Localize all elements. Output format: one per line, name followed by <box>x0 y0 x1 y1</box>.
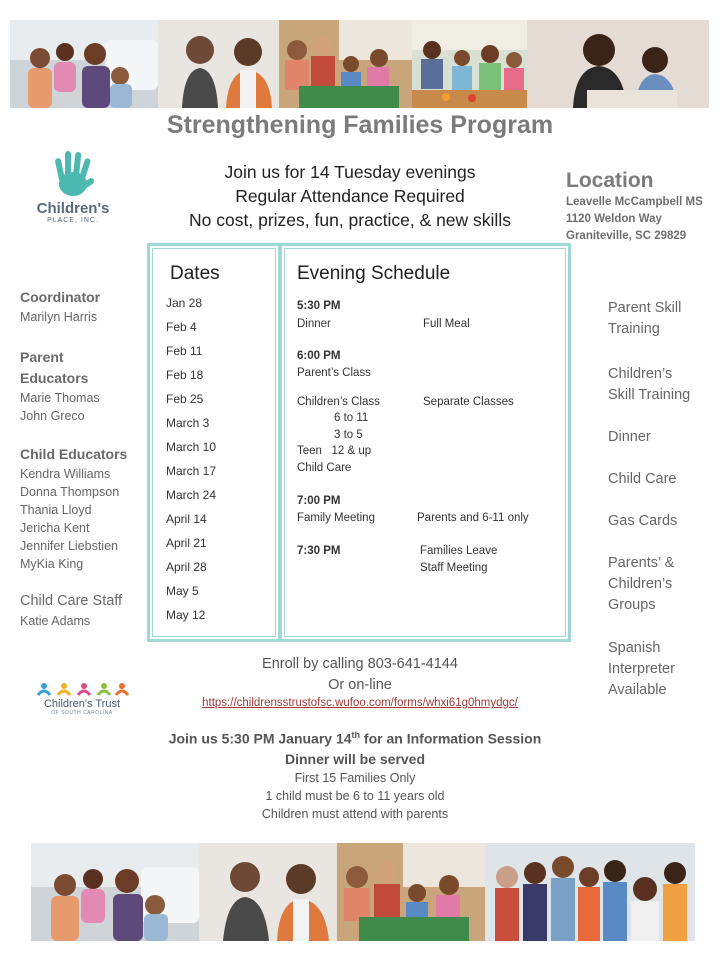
hand-icon <box>18 148 128 198</box>
parents-6-11-label: Parents and 6-11 only <box>417 512 529 524</box>
coordinator-name: Marilyn Harris <box>20 310 98 324</box>
childrens-place-logo <box>18 148 128 232</box>
teen-group: Teen 12 & up <box>297 445 372 457</box>
date-item: Feb 4 <box>166 320 197 334</box>
enroll-phone: Enroll by calling 803-641-4144 <box>262 656 458 672</box>
age-group-3-5: 3 to 5 <box>334 429 363 441</box>
parent-educators-heading-1: Parent <box>20 349 64 365</box>
parent-educators-heading-2: Educators <box>20 370 89 386</box>
time-600: 6:00 PM <box>297 350 341 362</box>
childrens-trust-name: Children's Trust <box>43 698 121 710</box>
child-educator-name: MyKia King <box>20 557 84 571</box>
dates-heading: Dates <box>170 263 220 284</box>
enroll-link[interactable]: https://childrensstrustofsc.wufoo.com/forms/whxi61g0hmydgc/ <box>202 697 518 709</box>
child-educator-name: Donna Thompson <box>20 485 120 499</box>
bottom-photo-large-family <box>485 843 695 941</box>
info-session-first-15: First 15 Families Only <box>294 771 416 785</box>
location-line-2: 1120 Weldon Way <box>566 213 662 225</box>
date-item: March 17 <box>166 464 217 478</box>
childrens-place-sub: PLACE, INC. <box>47 217 99 224</box>
dinner-label: Dinner <box>297 318 331 330</box>
childrens-place-name: Children's <box>36 200 110 217</box>
intro-block <box>150 160 550 232</box>
families-leave-label: Families Leave <box>420 545 498 557</box>
top-photo-boardgame <box>279 20 412 108</box>
benefit-parents-childrens-groups: Parents’ & Children’s Groups <box>608 555 675 613</box>
childrens-trust-sub: OF SOUTH CAROLINA <box>51 710 113 716</box>
childrens-class-label: Children’s Class <box>297 396 380 408</box>
benefit-spanish-interpreter: Spanish Interpreter Available <box>608 640 675 698</box>
child-educator-name: Thania Lloyd <box>20 503 92 517</box>
date-item: March 3 <box>166 416 210 430</box>
bottom-photo-grandfather <box>199 843 337 941</box>
date-item: Feb 25 <box>166 392 204 406</box>
location-heading: Location <box>566 169 654 192</box>
date-item: Feb 18 <box>166 368 204 382</box>
info-session-dinner: Dinner will be served <box>284 751 426 767</box>
bottom-photo-boardgame <box>337 843 485 941</box>
date-item: April 28 <box>166 560 207 574</box>
bottom-photo-family-car <box>31 843 199 941</box>
people-figures-icon <box>34 682 130 696</box>
top-photo-kitchen <box>412 20 527 108</box>
program-title: Strengthening Families Program <box>166 111 554 139</box>
intro-line-1: Join us for 14 Tuesday evenings <box>224 162 476 182</box>
intro-line-2: Regular Attendance Required <box>235 186 465 206</box>
coordinator-heading: Coordinator <box>20 289 101 305</box>
date-item: Jan 28 <box>166 296 203 310</box>
date-item: May 5 <box>166 584 199 598</box>
child-educator-name: Kendra Williams <box>20 467 111 481</box>
child-educators-heading: Child Educators <box>20 446 128 462</box>
date-item: April 21 <box>166 536 207 550</box>
child-educator-name: Jericha Kent <box>20 521 90 535</box>
time-530: 5:30 PM <box>297 300 341 312</box>
child-care-label: Child Care <box>297 462 352 474</box>
child-educator-name: Jennifer Liebstien <box>20 539 118 553</box>
date-item: March 10 <box>166 440 217 454</box>
staff-meeting-label: Staff Meeting <box>420 562 488 574</box>
full-meal-label: Full Meal <box>423 318 470 330</box>
schedule-heading: Evening Schedule <box>297 263 451 284</box>
parents-class-label: Parent’s Class <box>297 367 371 379</box>
benefit-childrens-skill-training: Children’s Skill Training <box>608 366 691 403</box>
childrens-trust-logo <box>34 682 130 722</box>
parent-educator-name: Marie Thomas <box>20 391 100 405</box>
top-photo-family-car <box>10 20 158 108</box>
info-session-attend: Children must attend with parents <box>261 807 449 821</box>
date-item: April 14 <box>166 512 207 526</box>
top-photo-mother-son <box>527 20 709 108</box>
location-line-3: Graniteville, SC 29829 <box>566 230 687 242</box>
parent-educator-name: John Greco <box>20 409 85 423</box>
location-line-1: Leavelle McCampbell MS <box>566 196 703 208</box>
enroll-online: Or on-line <box>328 677 392 693</box>
top-photo-grandfather <box>158 20 279 108</box>
time-700: 7:00 PM <box>297 495 341 507</box>
separate-classes-label: Separate Classes <box>423 396 514 408</box>
benefit-child-care: Child Care <box>608 471 677 487</box>
benefit-dinner: Dinner <box>608 429 651 445</box>
date-item: March 24 <box>166 488 217 502</box>
family-meeting-label: Family Meeting <box>297 512 375 524</box>
time-730: 7:30 PM <box>297 545 341 557</box>
child-care-staff-name: Katie Adams <box>20 614 91 628</box>
benefit-gas-cards: Gas Cards <box>608 513 678 529</box>
benefit-parent-skill-training: Parent Skill Training <box>608 300 682 337</box>
date-item: Feb 11 <box>166 344 203 358</box>
age-group-6-11: 6 to 11 <box>334 412 369 424</box>
intro-line-3: No cost, prizes, fun, practice, & new skills <box>189 210 511 230</box>
info-session-child-age: 1 child must be 6 to 11 years old <box>265 789 445 803</box>
child-care-staff-heading: Child Care Staff <box>20 593 123 609</box>
info-session-line-1: Join us 5:30 PM January 14th for an Information Session <box>168 730 542 747</box>
date-item: May 12 <box>166 608 206 622</box>
